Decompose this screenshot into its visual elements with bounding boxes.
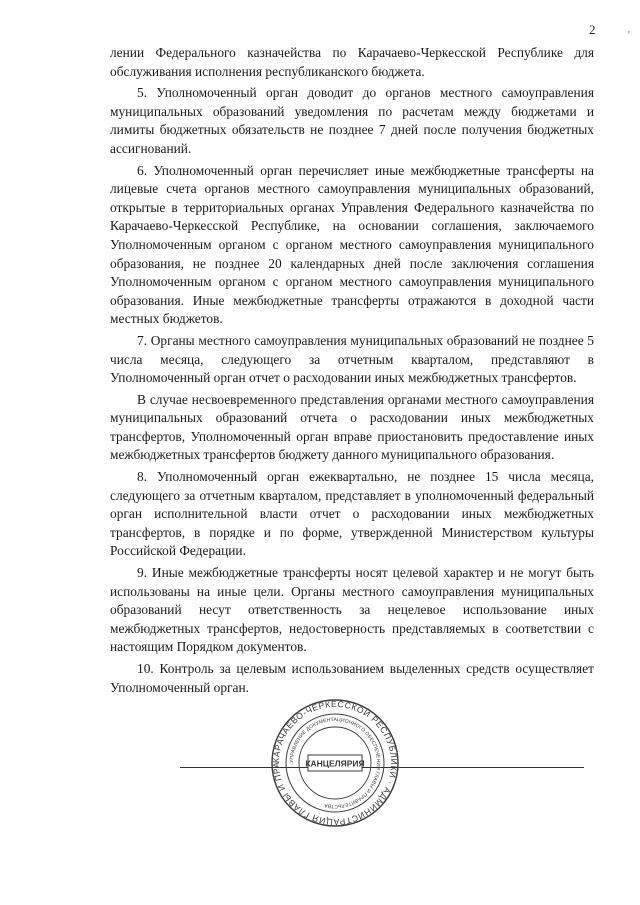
paragraph-late-report: В случае несвоевременного представления органами местного самоуправления муниципальных образований отчета о расходовании иных межбюджетных трансфертов, Уполномоченный орган вправе приостановить предоставление иных межбюджетных трансфертов бюджету данного муниципального образования. [110,391,594,463]
stamp-seal [270,698,400,828]
paragraph-item-10: 10. Контроль за целевым использованием выделенных средств осуществляет Уполномоченный орган. [110,661,594,695]
chancellery-stamp [270,698,400,828]
stamp-inner-text: УПРАВЛЕНИЕ ДОКУМЕНТАЦИОННОГО ОБЕСПЕЧЕНИЯ ГЛАВЫ И ПРАВИТЕЛЬСТВА · [288,716,382,810]
corner-mark: ' [628,30,630,41]
document-body [110,44,594,700]
paragraph-item-8: 8. Уполномоченный орган ежеквартально, не позднее 15 числа месяца, следующего за отчетным кварталом, представляет в уполномоченный федеральный орган исполнительной власти отчет о расходовании иных межбюджетных трансфертов, в порядке и по форме, утвержденной Министерством культуры Российской Федерации. [110,469,594,559]
page-number: 2 [589,22,596,37]
paragraph-item-7: 7. Органы местного самоуправления муниципальных образований не позднее 5 числа месяца, следующего за отчетным кварталом, представляют в Уполномоченный орган отчет о расходовании иных межбюджетных трансфертов. [110,332,594,386]
paragraph-item-5: 5. Уполномоченный орган доводит до органов местного самоуправления муниципальных образований уведомления по расчетам между бюджетами и лимиты бюджетных обязательств не позднее 7 дней после получения бюджетных ассигнований. [110,85,594,156]
stamp-center-label: КАНЦЕЛЯРИЯ [305,758,365,769]
signature-line-right [442,767,584,768]
paragraph-item-9: 9. Иные межбюджетные трансферты носят целевой характер и не могут быть использованы на иные цели. Органы местного самоуправления муниципальных образований несут ответственность за нецелевое использование иных межбюджетных трансфертов, недостоверность представляемых в соответствии с настоящим Порядком документов. [110,565,594,655]
paragraph-item-6: 6. Уполномоченный орган перечисляет иные межбюджетные трансферты на лицевые счета органов местного самоуправления муниципальных образований, открытые в территориальных органах Управления Федерального казначейства по Карачаево-Черкесской Республике, на основании соглашения, заключаемого Уполномоченным органом с органом местного самоуправления муниципального образования, не позднее 20 календарных дней после заключения соглашения Уполномоченным органом с органом местного самоуправления муниципального образования. Иные межбюджетные трансферты отражаются в доходной части местных бюджетов. [110,162,594,327]
paragraph-continuation: лении Федерального казначейства по Карачаево-Черкесской Республике для обслуживания исполнения республиканского бюджета. [110,45,594,79]
stamp-outer-text: КАРАЧАЕВО-ЧЕРКЕССКОЙ РЕСПУБЛИКИ · АДМИНИСТРАЦИЯ ГЛАВЫ И ПРА [270,698,400,828]
